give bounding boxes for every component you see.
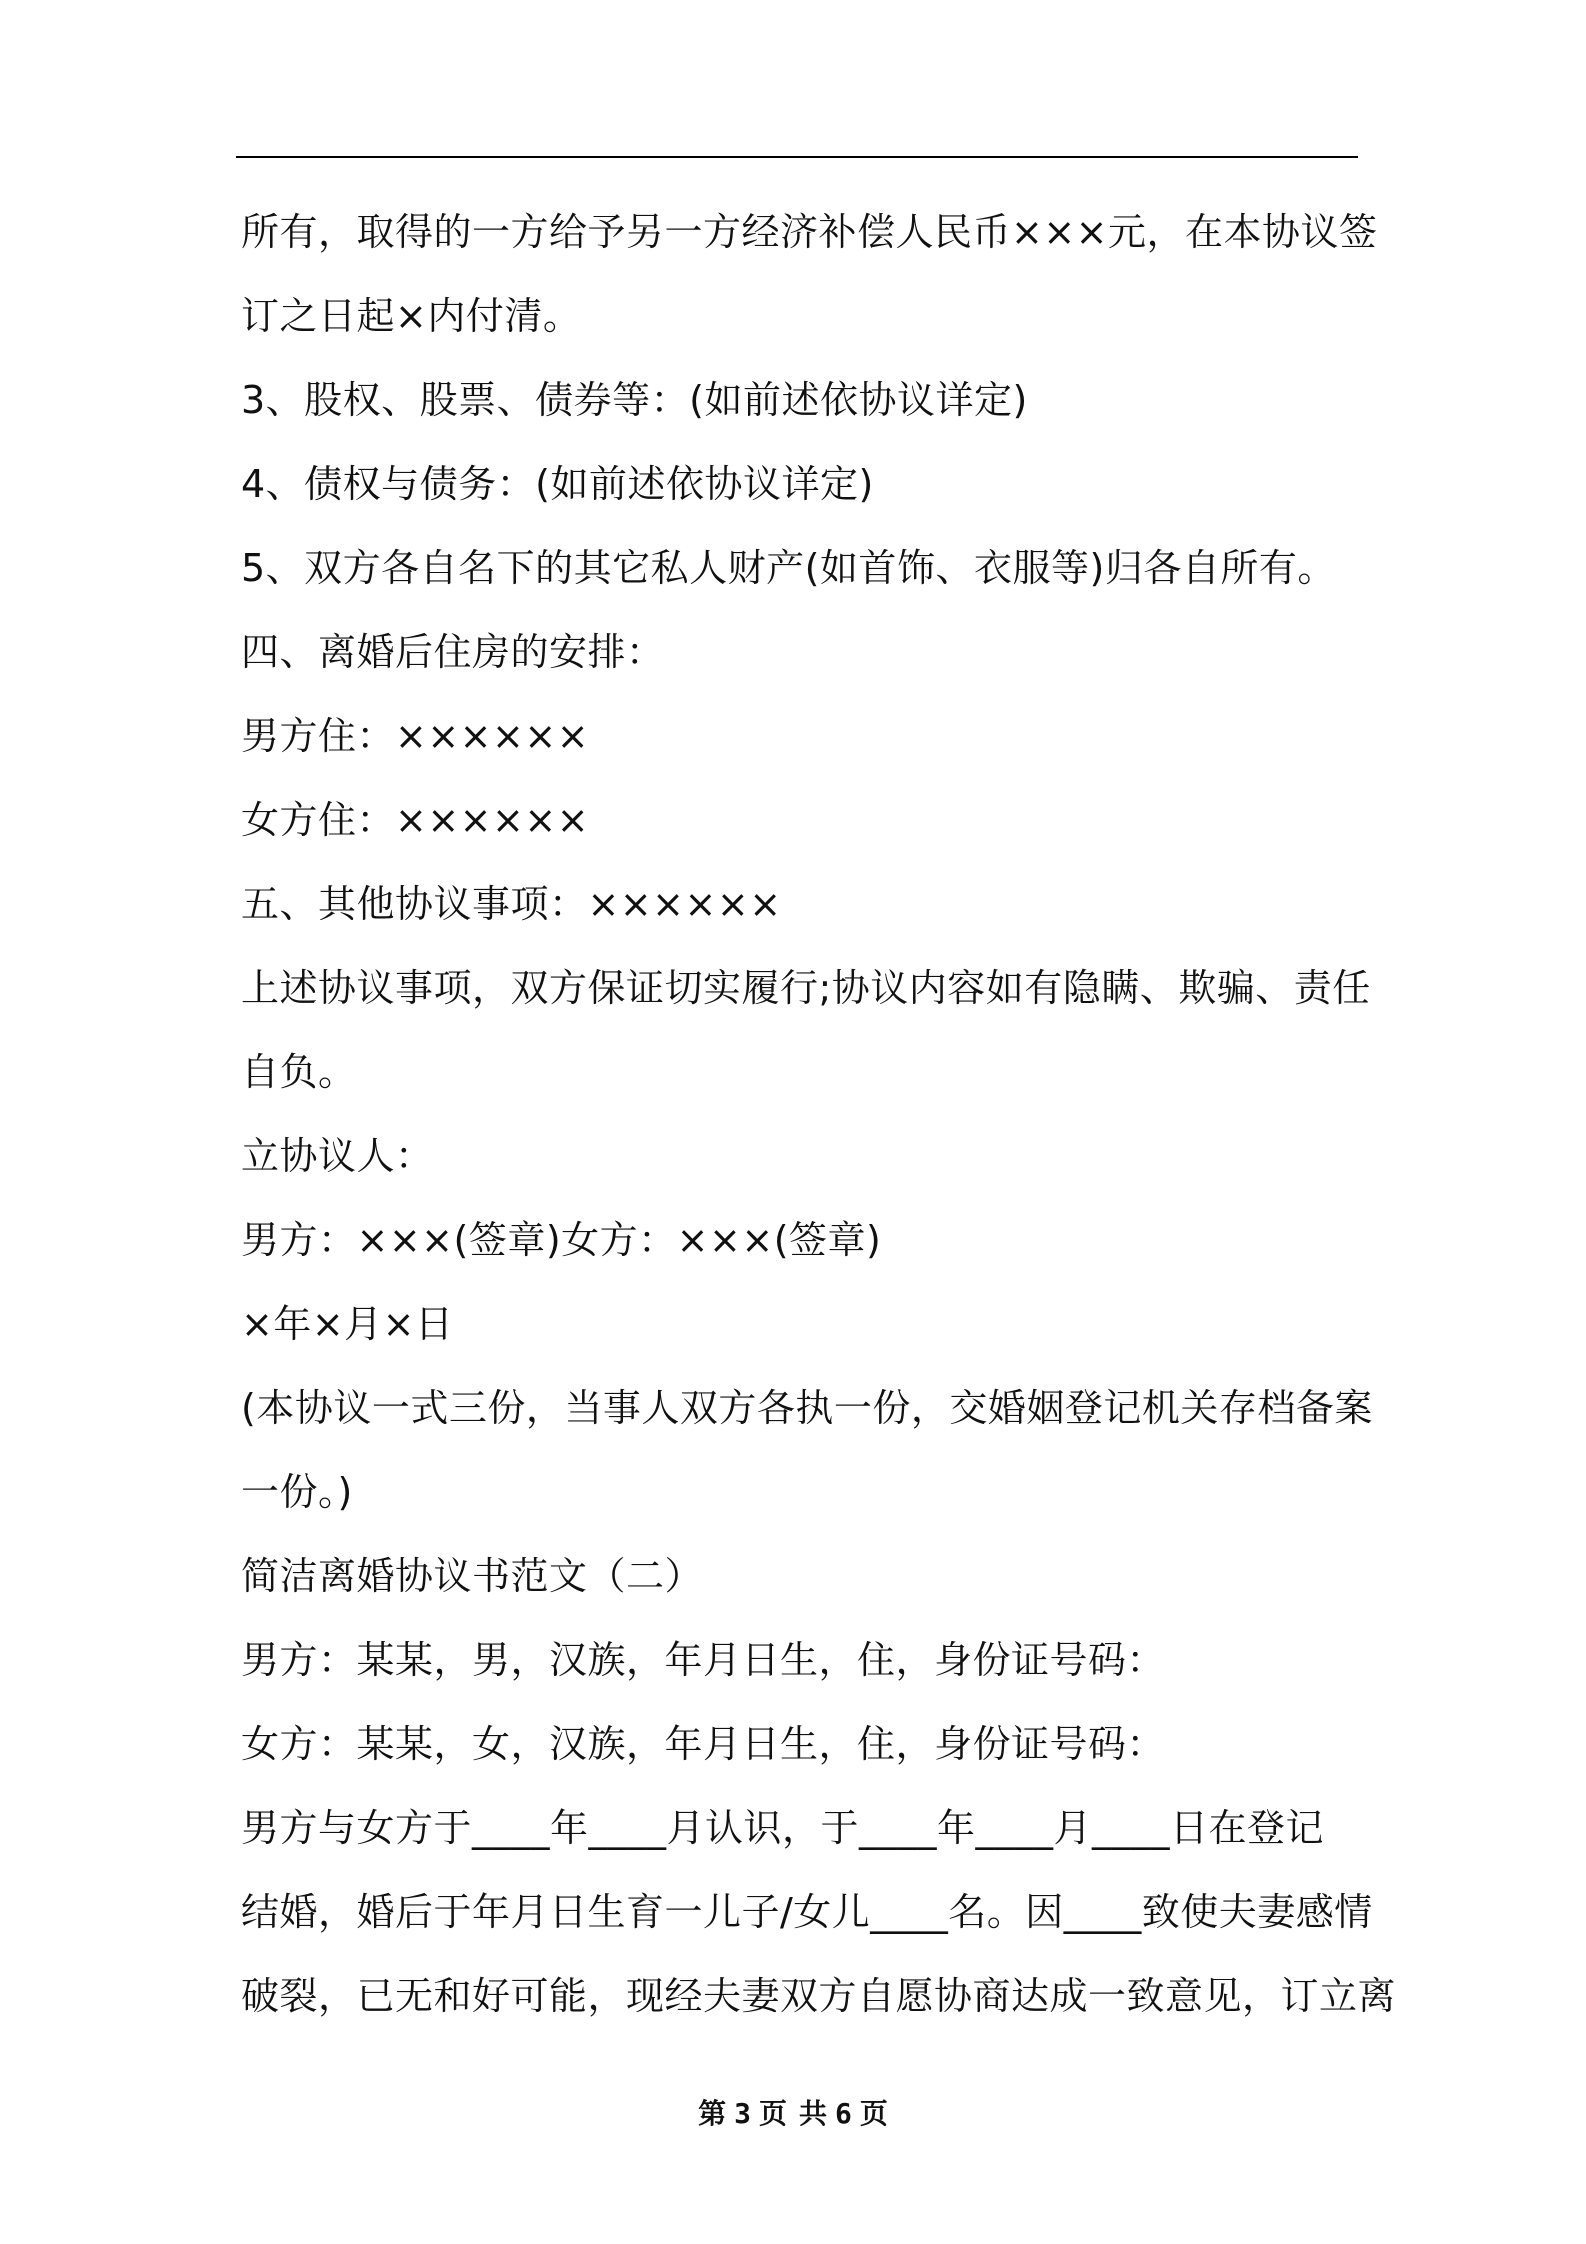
text-line: 上述协议事项，双方保证切实履行;协议内容如有隐瞒、欺骗、责任 — [241, 966, 1371, 1010]
section-heading: 四、离婚后住房的安排： — [241, 630, 665, 674]
text-line: 订之日起×内付清。 — [241, 294, 582, 338]
text-line: 男方与女方于____年____月认识，于____年____月____日在登记 — [241, 1806, 1325, 1850]
text-line: 男方住：×××××× — [241, 714, 590, 758]
current-page-number: 3 — [734, 2097, 751, 2130]
text-line: 一份。) — [241, 1470, 353, 1514]
text-line: 女方住：×××××× — [241, 798, 590, 842]
header-rule — [236, 156, 1358, 158]
text-line: 5、双方各自名下的其它私人财产(如首饰、衣服等)归各自所有。 — [241, 546, 1336, 590]
text-line: 男方：某某，男，汉族，年月日生，住，身份证号码： — [241, 1638, 1166, 1682]
footer-page-word: 页 — [758, 2097, 787, 2130]
text-line: 自负。 — [241, 1050, 357, 1094]
text-line: 女方：某某，女，汉族，年月日生，住，身份证号码： — [241, 1722, 1166, 1766]
section-heading: 五、其他协议事项：×××××× — [241, 882, 782, 926]
text-line: (本协议一式三份，当事人双方各执一份，交婚姻登记机关存档备案 — [241, 1386, 1373, 1430]
text-line: 所有，取得的一方给予另一方经济补偿人民币×××元，在本协议签 — [241, 210, 1378, 254]
text-line: 结婚，婚后于年月日生育一儿子/女儿____名。因____致使夫妻感情 — [241, 1890, 1373, 1934]
footer-prefix: 第 — [698, 2097, 727, 2130]
total-pages-number: 6 — [835, 2097, 852, 2130]
date-line: ×年×月×日 — [241, 1302, 454, 1346]
footer-suffix: 页 — [859, 2097, 888, 2130]
footer-total-prefix: 共 — [799, 2097, 828, 2130]
page-footer — [0, 2094, 1586, 2134]
text-line: 破裂，已无和好可能，现经夫妻双方自愿协商达成一致意见，订立离 — [241, 1974, 1397, 2018]
document-body — [241, 190, 1397, 2038]
text-line: 4、债权与债务：(如前述依协议详定) — [241, 462, 874, 506]
signature-line: 男方：×××(签章)女方：×××(签章) — [241, 1218, 882, 1262]
text-line: 3、股权、股票、债券等：(如前述依协议详定) — [241, 378, 1028, 422]
text-line: 立协议人： — [241, 1134, 434, 1178]
document-subtitle: 简洁离婚协议书范文（二） — [241, 1554, 704, 1598]
